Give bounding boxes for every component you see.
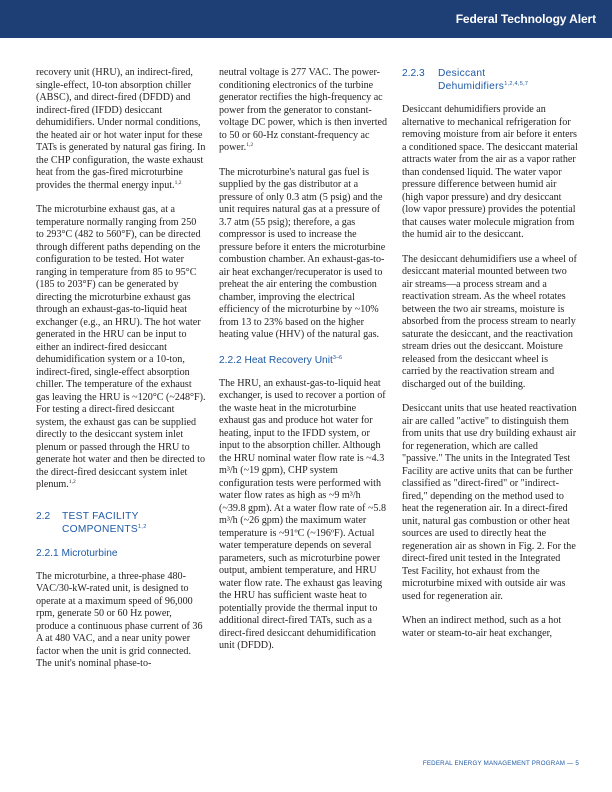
header-bar xyxy=(0,0,612,38)
paragraph: Desiccant units that use heated reactivation air are called "active" to distinguish them from units that use dry building exhaust air for regeneration, which are called "passive." The units in the Integrated Test Facility are active units that can be further classified as "direct-fired" or "indirect-fired," depending on the method used to heat the regeneration air. In a direct-fired unit, natural gas combustion or other heat sources are used to directly heat the regeneration air as shown in Fig. 2. For the direct-fired unit tested in the Integrated Test Facility, hot exhaust from the microturbine mixed with outside air was used for regeneration air. xyxy=(402,403,577,602)
subsection-heading: 2.2.2 Heat Recovery Unit$^{3-6}$ xyxy=(219,354,343,366)
paragraph: The microturbine, a three-phase 480-VAC/30-kW-rated unit, is designed to operate at a maximum speed of 96,000 rpm, generate 50 or 60 Hz power, produce a continuous phase current of 36 A at 480 VAC, and a near unity power factor when the unit is grid connected. The unit's nominal phase-to- xyxy=(36,570,203,669)
paragraph: neutral voltage is 277 VAC. The power-conditioning electronics of the turbine generator rectifies the high-frequency ac power from the generator to constant-voltage DC power, which is then inverted to 50 or 60-Hz constant-frequency ac power.$^{1,2}$ xyxy=(219,67,388,153)
subsection-heading: 2.2.1 Microturbine xyxy=(36,547,118,559)
section-heading: 2.2 TEST FACILITY COMPONENTS$^{1,2}$ xyxy=(36,510,147,535)
header-title: Federal Technology Alert xyxy=(455,12,596,26)
footer-text: FEDERAL ENERGY MANAGEMENT PROGRAM — 5 xyxy=(422,760,579,767)
subsection-heading: 2.2.3 Desiccant Dehumidifiers$^{1,2,4,5,7}$ xyxy=(402,68,529,92)
paragraph: Desiccant dehumidifiers provide an alternative to mechanical refrigeration for removing moisture from air before it enters a conditioned space. The desiccant material attracts water from the air as a vapor rather than condensed liquid. The water vapor pressure difference between humid air (high vapor pressure) and dry desiccant (low vapor pressure) provides the potential that causes water molecule migration from the humid air to the desiccant. xyxy=(402,104,578,240)
paragraph: recovery unit (HRU), an indirect-fired, single-effect, 10-ton absorption chiller (ABSC), and direct-fired (DFDD) and indirect-fired (IFDD) desiccant dehumidifiers. Under normal conditions, the heated air or hot water input for these TATs is generated by natural gas firing. In the CHP configuration, the waste exhaust heat from the gas-fired microturbine provides the thermal energy input.$^{1,2}$ xyxy=(36,67,206,191)
paragraph: The HRU, an exhaust-gas-to-liquid heat exchanger, is used to recover a portion of the waste heat in the microturbine exhaust gas and produce hot water for heating, input to the IFDD system, or input to the absorption chiller. Although the HRU nominal water flow rate is ~4.3 m³/h (~19 gpm), CHP system configuration tests were performed with water flow rates as high as ~9 m³/h (~39.8 gpm). At a water flow rate of ~5.8 m³/h (~26 gpm) the maximum water temperature is ~91ºC (~196ºF). Actual water temperature depends on several parameters, such as microturbine power output, ambient temperature, and HRU water flow rate. The exhaust gas leaving the HRU has sufficient waste heat to potentially provide the thermal input to additional direct-fired TATs, such as a direct-fired desiccant dehumidification unit (DFDD). xyxy=(219,377,387,651)
paragraph: The desiccant dehumidifiers use a wheel of desiccant material mounted between two air streams—a process stream and a reactivation stream. As the wheel rotates between the two air streams, moisture is absorbed from the process stream to nearly saturate the desiccant, and the reactivation stream dries out the desiccant. Moisture released from the desiccant wheel is carried by the reactivation stream and discharged out of the building. xyxy=(402,253,577,390)
paragraph: The microturbine exhaust gas, at a temperature normally ranging from 250 to 293°C (482 to 560°F), can be directed through different paths depending on the configuration to be tested. Hot water ranging in temperature from 85 to 95°C (185 to 203°F) can be generated by directing the microturbine exhaust gas through an exhaust-gas-to-liquid heat exchanger (e.g., an HRU). The hot water generated in the HRU can be input to either an indirect-fired desiccant dehumidification system or a 10-ton, indirect-fired, single-effect absorption chiller. The temperature of the exhaust gas leaving the HRU is ~120°C (~248°F). For testing a direct-fired desiccant system, the exhaust gas can be supplied directly to the desiccant system inlet plenum or passed through the HRU to generate hot water and then be directed to the direct-fired desiccant system inlet plenum.$^{1,2}$ xyxy=(36,204,206,490)
column-1 xyxy=(36,67,206,683)
column-2 xyxy=(219,67,389,665)
column-3 xyxy=(402,67,578,652)
paragraph: The microturbine's natural gas fuel is supplied by the gas distributor at a pressure of only 0.3 atm (5 psig) and the unit requires natural gas at a pressure of 3.7 atm (55 psig); therefore, a gas compressor is used to increase the pressure before it enters the microturbine combustion chamber. An exhaust-gas-to-air heat exchanger/recuperator is used to preheat the air entering the combustion chamber, improving the electrical efficiency of the microturbine by ~10% from 13 to 23% based on the higher heating value (HHV) of the natural gas. xyxy=(219,166,386,340)
paragraph: When an indirect method, such as a hot water or steam-to-air heat exchanger, xyxy=(402,615,562,639)
